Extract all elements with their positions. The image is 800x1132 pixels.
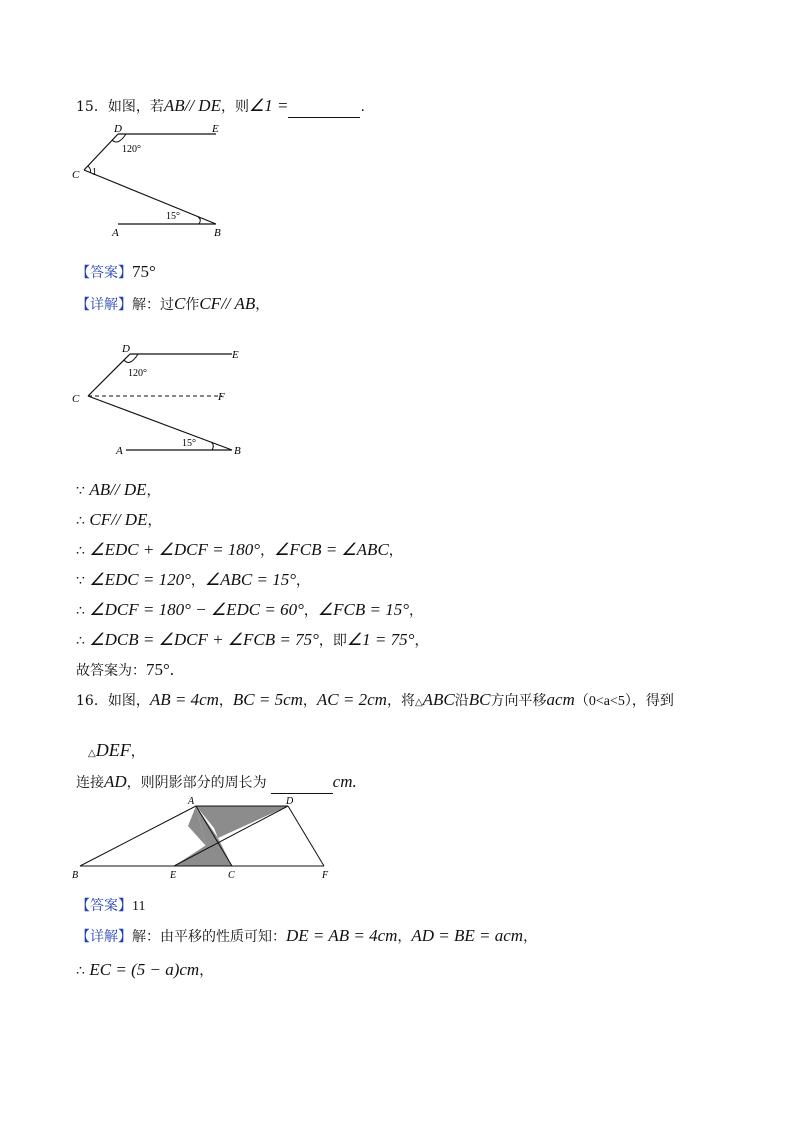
prompt-text: ，则 (220, 99, 249, 115)
prompt-text: 方向平移 (490, 693, 547, 709)
answer-blank (288, 97, 360, 118)
label-e: E (232, 349, 239, 361)
prompt-math: AD (104, 772, 127, 791)
label-15: 15° (182, 438, 196, 449)
label-c: C (228, 870, 235, 881)
prompt-text: 连接 (76, 775, 104, 791)
step-symbol: ∴ (76, 543, 85, 559)
step-end: ， (409, 603, 423, 619)
label-120: 120° (122, 144, 141, 155)
label-120: 120° (128, 368, 147, 379)
q15-figure (66, 118, 236, 240)
answer-tag: 【答案】 (76, 898, 132, 914)
answer-value: 11 (132, 899, 146, 914)
step-math: ∠ABC = 15° (204, 570, 297, 589)
prompt-condition: （0<a<5） (574, 694, 632, 709)
step-math: ∠FCB = ∠ABC (274, 540, 389, 559)
prompt-math: AB// DE (163, 96, 221, 115)
prompt-angle: ∠1 = (248, 96, 289, 115)
step-math: ∠DCB = ∠DCF + ∠FCB = 75° (89, 630, 319, 649)
q16-line3 (76, 772, 357, 794)
prompt-text: ，将 (386, 693, 415, 709)
label-b: B (234, 445, 241, 457)
step-symbol: ∴ (76, 633, 85, 649)
detail-sep: ， (397, 929, 412, 945)
step-end: ， (146, 483, 161, 499)
label-e: E (170, 870, 177, 881)
label-d: D (286, 796, 294, 807)
step-sep: ， (303, 603, 318, 619)
final-answer-15 (76, 660, 174, 681)
step-sep: ，即 (318, 633, 347, 649)
detail-end: ， (523, 929, 538, 945)
detail15-figure (66, 338, 256, 464)
label-c: C (72, 169, 80, 181)
detail-text: 解：过 (132, 297, 174, 313)
answer-blank (271, 773, 333, 794)
prompt-math: ABC (422, 690, 455, 709)
step-3 (76, 540, 403, 561)
step-1 (76, 480, 161, 501)
answer-value: 75° (132, 262, 156, 281)
step-sep: ， (260, 543, 275, 559)
final-label: 故答案为： (76, 663, 146, 679)
step-end: ， (199, 963, 214, 979)
label-15: 15° (166, 211, 180, 222)
step-end: ， (147, 513, 162, 529)
step-6 (76, 630, 428, 651)
detail-math: C (174, 294, 186, 313)
prompt-math: acm (546, 690, 575, 709)
detail16-intro (76, 926, 537, 947)
detail-text: 解：由平移的性质可知： (132, 929, 286, 945)
label-a: A (116, 445, 123, 457)
step-math: CF// DE (89, 510, 148, 529)
detail-tag: 【详解】 (76, 929, 132, 945)
label-b: B (72, 870, 79, 881)
step-sep: ， (190, 573, 205, 589)
q15-prompt (76, 96, 365, 118)
prompt-math: BC (468, 690, 491, 709)
prompt-text: 沿 (454, 693, 469, 709)
answer-tag: 【答案】 (76, 265, 132, 281)
final-value: 75°. (146, 660, 175, 679)
prompt-text: 如图，若 (107, 99, 164, 115)
label-b: B (214, 227, 221, 239)
detail-math: AD = BE = acm (411, 926, 524, 945)
label-f: F (218, 391, 225, 403)
prompt-text: ，得到 (631, 693, 674, 709)
q16-line2: △DEF， (88, 740, 145, 760)
step-symbol: ∵ (76, 573, 85, 589)
step-symbol: ∴ (76, 603, 85, 619)
prompt-text: ， (130, 744, 145, 760)
step-4 (76, 570, 310, 591)
ans15 (76, 262, 156, 283)
detail-text: ， (255, 297, 270, 313)
prompt-math: BC = 5cm (232, 690, 303, 709)
detail-math: CF// AB (199, 294, 256, 313)
label-a: A (188, 796, 195, 807)
step-end: ， (388, 543, 403, 559)
step-math: ∠1 = 75° (346, 630, 415, 649)
step-math: ∠EDC + ∠DCF = 180° (89, 540, 261, 559)
detail15-intro (76, 294, 269, 315)
step-2 (76, 510, 161, 531)
label-f: F (322, 870, 329, 881)
step-end: ， (296, 573, 311, 589)
label-a: A (112, 227, 119, 239)
prompt-math: AB = 4cm (149, 690, 219, 709)
step-symbol: ∵ (76, 483, 85, 499)
ans16 (76, 896, 145, 917)
detail16-step (76, 960, 213, 981)
step-end: ， (414, 633, 429, 649)
detail-tag: 【详解】 (76, 297, 132, 313)
prompt-unit: cm. (332, 772, 357, 791)
q16-figure (66, 796, 346, 886)
step-math: ∠FCB = 15° (317, 600, 409, 619)
prompt-text: ，则阴影部分的周长为 (126, 775, 267, 791)
detail-math: DE = AB = 4cm (286, 926, 398, 945)
prompt-math: DEF (95, 740, 131, 760)
question-number: 16．如图， (76, 693, 150, 709)
prompt-end: . (360, 99, 365, 115)
step-math: ∠EDC = 120° (89, 570, 191, 589)
label-e: E (212, 123, 219, 135)
label-angle-1: 1 (92, 167, 97, 178)
detail-text: 作 (185, 297, 200, 313)
step-symbol: ∴ (76, 963, 85, 979)
step-math: ∠DCF = 180° − ∠EDC = 60° (89, 600, 304, 619)
step-5 (76, 600, 423, 621)
question-number: 15． (76, 99, 108, 115)
label-d: D (114, 123, 122, 135)
step-math: AB// DE (89, 480, 147, 499)
label-d: D (122, 343, 130, 355)
step-symbol: ∴ (76, 513, 85, 529)
step-math: EC = (5 − a)cm (89, 960, 200, 979)
prompt-math: AC = 2cm (316, 690, 387, 709)
label-c: C (72, 393, 80, 405)
q16-prompt: 16．如图，AB = 4cm，BC = 5cm，AC = 2cm，将△ABC沿BC方向平移acm（0<a<5），得到 (76, 690, 674, 709)
